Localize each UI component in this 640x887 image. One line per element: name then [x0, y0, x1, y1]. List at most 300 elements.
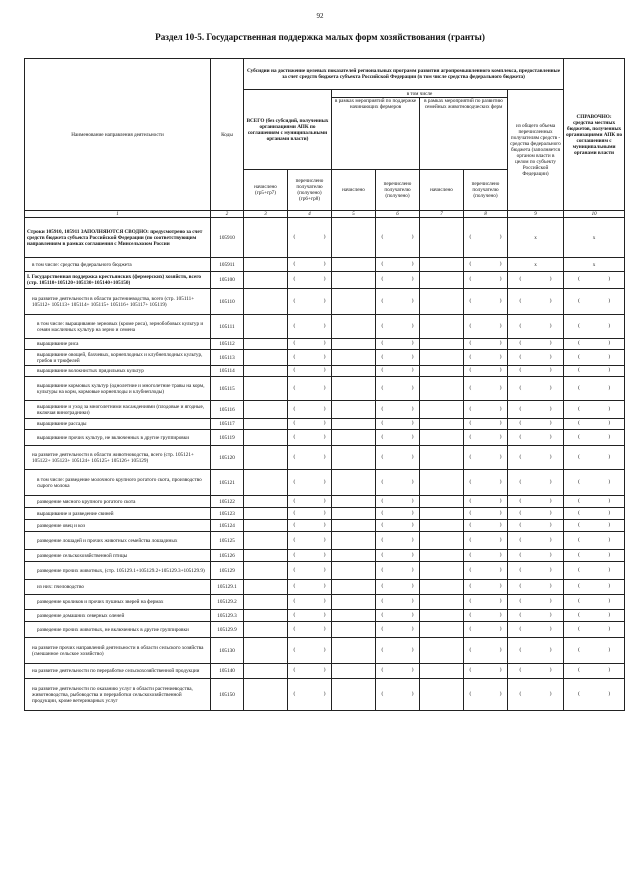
empty-cell[interactable] — [244, 350, 288, 366]
empty-cell[interactable] — [420, 401, 464, 419]
amount-cell[interactable] — [288, 218, 332, 258]
empty-cell[interactable] — [332, 679, 376, 711]
amount-cell[interactable] — [508, 419, 564, 430]
empty-cell[interactable] — [420, 470, 464, 496]
amount-cell[interactable] — [508, 679, 564, 711]
table-row — [25, 508, 625, 520]
amount-cell[interactable] — [376, 272, 420, 289]
col-number: 8 — [464, 211, 508, 218]
empty-cell[interactable] — [332, 350, 376, 366]
open-paren: ( — [469, 646, 472, 653]
table-row — [25, 496, 625, 508]
empty-cell[interactable] — [332, 532, 376, 550]
open-paren: ( — [293, 367, 296, 373]
open-paren: ( — [469, 667, 472, 673]
empty-cell[interactable] — [332, 272, 376, 289]
close-paren: ) — [608, 405, 611, 412]
amount-cell[interactable] — [464, 595, 508, 610]
amount-cell[interactable] — [508, 638, 564, 664]
close-paren: ) — [549, 420, 552, 426]
amount-cell[interactable] — [376, 595, 420, 610]
table-row — [25, 258, 625, 272]
open-paren: ( — [469, 420, 472, 426]
row-name: на развитие деятельности в области животноводства, всего (стр. 105121+ 105122+ 105123+ 105124+ 105125+ 105126+ 105129) — [25, 446, 211, 470]
open-paren: ( — [519, 367, 522, 373]
amount-cell[interactable] — [564, 562, 625, 580]
amount-cell[interactable] — [376, 550, 420, 562]
amount-cell[interactable] — [376, 622, 420, 638]
empty-cell[interactable] — [420, 446, 464, 470]
empty-cell[interactable] — [332, 258, 376, 272]
close-paren: ) — [411, 297, 414, 304]
amount-cell[interactable] — [564, 679, 625, 711]
amount-cell[interactable] — [564, 595, 625, 610]
paren-pair — [294, 276, 326, 282]
row-name: разведение лошадей и прочих животных семейства лошадиных — [25, 532, 211, 550]
empty-cell[interactable] — [332, 366, 376, 377]
amount-cell[interactable] — [508, 366, 564, 377]
amount-cell[interactable] — [288, 520, 332, 532]
amount-cell[interactable] — [376, 638, 420, 664]
amount-cell[interactable] — [508, 272, 564, 289]
amount-cell[interactable] — [508, 339, 564, 350]
amount-cell[interactable] — [464, 258, 508, 272]
amount-cell[interactable] — [508, 532, 564, 550]
paren-pair — [520, 612, 552, 618]
empty-cell[interactable] — [244, 366, 288, 377]
empty-cell[interactable] — [244, 377, 288, 401]
amount-cell[interactable] — [564, 664, 625, 679]
paren-pair — [382, 298, 414, 304]
amount-cell[interactable] — [288, 430, 332, 446]
close-paren: ) — [608, 384, 611, 391]
amount-cell[interactable] — [508, 430, 564, 446]
open-paren: ( — [381, 611, 384, 618]
amount-cell[interactable] — [508, 622, 564, 638]
close-paren: ) — [608, 566, 611, 573]
close-paren: ) — [608, 625, 611, 632]
empty-cell[interactable] — [244, 622, 288, 638]
amount-cell[interactable] — [376, 218, 420, 258]
close-paren: ) — [411, 260, 414, 267]
amount-cell[interactable] — [564, 350, 625, 366]
empty-cell[interactable] — [420, 595, 464, 610]
amount-cell[interactable] — [508, 470, 564, 496]
amount-cell[interactable] — [464, 610, 508, 622]
amount-cell[interactable] — [564, 610, 625, 622]
empty-cell[interactable] — [332, 339, 376, 350]
empty-cell[interactable] — [420, 339, 464, 350]
close-paren: ) — [411, 384, 414, 391]
amount-cell[interactable] — [376, 377, 420, 401]
close-paren: ) — [499, 420, 502, 426]
amount-cell[interactable] — [376, 430, 420, 446]
paren-pair — [294, 537, 326, 543]
empty-cell[interactable] — [244, 289, 288, 315]
paren-pair — [520, 385, 552, 391]
empty-cell[interactable] — [420, 580, 464, 595]
paren-pair — [520, 522, 552, 528]
amount-cell[interactable] — [288, 272, 332, 289]
amount-cell[interactable] — [288, 470, 332, 496]
empty-cell[interactable] — [420, 679, 464, 711]
open-paren: ( — [469, 276, 472, 282]
open-paren: ( — [578, 322, 580, 329]
amount-cell[interactable] — [288, 550, 332, 562]
amount-cell[interactable] — [376, 532, 420, 550]
empty-cell[interactable] — [420, 315, 464, 339]
amount-cell[interactable] — [376, 580, 420, 595]
amount-cell[interactable] — [564, 339, 625, 350]
empty-cell[interactable] — [332, 401, 376, 419]
empty-cell[interactable] — [244, 496, 288, 508]
amount-cell[interactable] — [288, 664, 332, 679]
close-paren: ) — [549, 521, 552, 528]
amount-cell[interactable] — [376, 508, 420, 520]
amount-cell[interactable] — [564, 580, 625, 595]
empty-cell[interactable] — [332, 550, 376, 562]
empty-cell[interactable] — [332, 664, 376, 679]
amount-cell[interactable] — [288, 419, 332, 430]
amount-cell[interactable] — [464, 272, 508, 289]
empty-cell[interactable] — [420, 562, 464, 580]
amount-cell[interactable] — [288, 377, 332, 401]
amount-cell[interactable] — [376, 350, 420, 366]
close-paren: ) — [323, 625, 326, 632]
paren-pair — [382, 479, 414, 485]
amount-cell[interactable] — [376, 366, 420, 377]
amount-cell[interactable] — [564, 377, 625, 401]
amount-cell[interactable] — [464, 664, 508, 679]
open-paren: ( — [519, 322, 522, 329]
amount-cell[interactable] — [564, 366, 625, 377]
open-paren: ( — [578, 667, 580, 673]
paren-pair — [294, 626, 326, 632]
amount-cell[interactable] — [376, 419, 420, 430]
close-paren: ) — [411, 405, 414, 412]
paren-pair — [520, 406, 552, 412]
table-row — [25, 470, 625, 496]
row-name: в том числе: разведение молочного крупного рогатого скота, производство сырого молока — [25, 470, 211, 496]
empty-cell[interactable] — [420, 218, 464, 258]
empty-cell[interactable] — [420, 272, 464, 289]
amount-cell[interactable] — [464, 419, 508, 430]
amount-cell[interactable] — [376, 679, 420, 711]
close-paren: ) — [549, 509, 552, 516]
empty-cell[interactable] — [420, 350, 464, 366]
amount-cell[interactable] — [376, 610, 420, 622]
paren-pair — [382, 385, 414, 391]
paren-pair — [294, 583, 326, 589]
paren-pair — [470, 626, 502, 632]
empty-cell[interactable] — [420, 258, 464, 272]
empty-cell[interactable] — [332, 430, 376, 446]
empty-cell[interactable] — [244, 664, 288, 679]
header-transferred-total: перечислено получателю (получено) (гр6+гр8) — [288, 170, 332, 211]
empty-cell[interactable] — [332, 496, 376, 508]
amount-cell[interactable] — [508, 550, 564, 562]
open-paren: ( — [578, 625, 580, 632]
empty-cell[interactable] — [244, 315, 288, 339]
row-code: 105122 — [211, 496, 244, 508]
amount-cell[interactable] — [508, 496, 564, 508]
amount-cell[interactable] — [464, 289, 508, 315]
amount-cell[interactable] — [564, 272, 625, 289]
open-paren: ( — [519, 433, 522, 440]
paren-pair — [470, 406, 502, 412]
amount-cell[interactable] — [288, 508, 332, 520]
amount-cell[interactable] — [464, 580, 508, 595]
amount-cell[interactable] — [464, 366, 508, 377]
amount-cell[interactable] — [464, 508, 508, 520]
amount-cell[interactable] — [288, 315, 332, 339]
paren-pair — [578, 510, 610, 516]
paren-pair — [520, 276, 552, 282]
empty-cell[interactable] — [332, 470, 376, 496]
paren-pair — [578, 626, 610, 632]
amount-cell[interactable] — [464, 550, 508, 562]
amount-cell[interactable] — [464, 430, 508, 446]
close-paren: ) — [323, 551, 326, 558]
open-paren: ( — [578, 536, 580, 543]
amount-cell[interactable] — [564, 508, 625, 520]
empty-cell[interactable] — [420, 550, 464, 562]
amount-cell[interactable] — [288, 622, 332, 638]
open-paren: ( — [469, 405, 472, 412]
paren-pair — [578, 276, 610, 282]
open-paren: ( — [519, 478, 522, 485]
empty-cell[interactable] — [244, 595, 288, 610]
empty-cell[interactable] — [420, 289, 464, 315]
amount-cell[interactable] — [376, 470, 420, 496]
amount-cell[interactable] — [288, 532, 332, 550]
row-name: выращивание прочих культур, не включенных в другие группировки — [25, 430, 211, 446]
row-code: 105110 — [211, 289, 244, 315]
empty-cell[interactable] — [420, 520, 464, 532]
close-paren: ) — [499, 667, 502, 673]
amount-cell[interactable] — [464, 377, 508, 401]
paren-pair — [578, 567, 610, 573]
amount-cell[interactable] — [464, 339, 508, 350]
empty-cell[interactable] — [332, 446, 376, 470]
close-paren: ) — [549, 583, 552, 589]
amount-cell[interactable] — [464, 638, 508, 664]
amount-cell[interactable] — [288, 580, 332, 595]
open-paren: ( — [381, 260, 384, 267]
amount-cell[interactable] — [564, 430, 625, 446]
amount-cell[interactable] — [564, 622, 625, 638]
amount-cell[interactable] — [288, 289, 332, 315]
amount-cell[interactable] — [564, 446, 625, 470]
empty-cell[interactable] — [244, 520, 288, 532]
amount-cell[interactable] — [564, 532, 625, 550]
empty-cell[interactable] — [420, 496, 464, 508]
close-paren: ) — [411, 233, 414, 240]
open-paren: ( — [578, 276, 580, 282]
open-paren: ( — [469, 384, 472, 391]
empty-cell[interactable] — [244, 550, 288, 562]
page-number: 92 — [316, 12, 324, 20]
amount-cell[interactable] — [376, 446, 420, 470]
amount-cell[interactable] — [288, 679, 332, 711]
amount-cell[interactable] — [508, 315, 564, 339]
amount-cell[interactable] — [376, 562, 420, 580]
empty-cell[interactable] — [420, 622, 464, 638]
table-row — [25, 446, 625, 470]
amount-cell[interactable] — [288, 562, 332, 580]
header-including: в том числе — [332, 90, 508, 98]
empty-cell[interactable] — [244, 218, 288, 258]
amount-cell[interactable] — [508, 446, 564, 470]
empty-cell[interactable] — [420, 419, 464, 430]
amount-cell[interactable] — [288, 350, 332, 366]
amount-cell[interactable] — [564, 520, 625, 532]
table-row — [25, 339, 625, 350]
empty-cell[interactable] — [332, 520, 376, 532]
empty-cell[interactable] — [244, 580, 288, 595]
paren-pair — [294, 510, 326, 516]
amount-cell[interactable] — [464, 401, 508, 419]
amount-cell[interactable] — [376, 289, 420, 315]
empty-cell[interactable] — [244, 258, 288, 272]
amount-cell[interactable] — [508, 377, 564, 401]
empty-cell[interactable] — [420, 366, 464, 377]
empty-cell[interactable] — [420, 610, 464, 622]
amount-cell[interactable] — [288, 610, 332, 622]
amount-cell[interactable] — [288, 638, 332, 664]
amount-cell[interactable] — [288, 496, 332, 508]
empty-cell[interactable] — [420, 638, 464, 664]
empty-cell[interactable] — [420, 532, 464, 550]
amount-cell[interactable] — [376, 664, 420, 679]
close-paren: ) — [608, 420, 611, 426]
amount-cell[interactable] — [508, 401, 564, 419]
close-paren: ) — [411, 646, 414, 653]
x-mark-cell: x — [508, 218, 564, 258]
amount-cell[interactable] — [508, 289, 564, 315]
amount-cell[interactable] — [288, 366, 332, 377]
empty-cell[interactable] — [244, 272, 288, 289]
amount-cell[interactable] — [464, 470, 508, 496]
empty-cell[interactable] — [332, 562, 376, 580]
close-paren: ) — [323, 646, 326, 653]
amount-cell[interactable] — [288, 339, 332, 350]
amount-cell[interactable] — [376, 401, 420, 419]
empty-cell[interactable] — [244, 339, 288, 350]
open-paren: ( — [578, 405, 580, 412]
close-paren: ) — [411, 453, 414, 460]
empty-cell[interactable] — [332, 218, 376, 258]
amount-cell[interactable] — [564, 550, 625, 562]
amount-cell[interactable] — [288, 401, 332, 419]
amount-cell[interactable] — [288, 446, 332, 470]
open-paren: ( — [293, 690, 296, 697]
empty-cell[interactable] — [332, 377, 376, 401]
empty-cell[interactable] — [332, 610, 376, 622]
empty-cell[interactable] — [244, 401, 288, 419]
amount-cell[interactable] — [564, 289, 625, 315]
amount-cell[interactable] — [464, 562, 508, 580]
amount-cell[interactable] — [508, 664, 564, 679]
empty-cell[interactable] — [244, 532, 288, 550]
amount-cell[interactable] — [464, 496, 508, 508]
amount-cell[interactable] — [464, 446, 508, 470]
empty-cell[interactable] — [420, 377, 464, 401]
open-paren: ( — [293, 233, 296, 240]
empty-cell[interactable] — [244, 446, 288, 470]
row-name: в том числе: выращивание зерновых (кроме риса), зернобобовых культур и семян масличных культур на зерно и семена — [25, 315, 211, 339]
amount-cell[interactable] — [564, 496, 625, 508]
amount-cell[interactable] — [464, 622, 508, 638]
empty-cell[interactable] — [332, 595, 376, 610]
paren-pair — [470, 567, 502, 573]
amount-cell[interactable] — [464, 532, 508, 550]
empty-cell[interactable] — [420, 430, 464, 446]
empty-cell[interactable] — [244, 430, 288, 446]
empty-cell[interactable] — [244, 638, 288, 664]
amount-cell[interactable] — [288, 258, 332, 272]
amount-cell[interactable] — [564, 419, 625, 430]
amount-cell[interactable] — [508, 610, 564, 622]
amount-cell[interactable] — [564, 470, 625, 496]
amount-cell[interactable] — [464, 520, 508, 532]
empty-cell[interactable] — [244, 562, 288, 580]
amount-cell[interactable] — [508, 562, 564, 580]
empty-cell[interactable] — [244, 470, 288, 496]
amount-cell[interactable] — [508, 520, 564, 532]
row-code: 105150 — [211, 679, 244, 711]
amount-cell[interactable] — [464, 679, 508, 711]
empty-cell[interactable] — [332, 622, 376, 638]
empty-cell[interactable] — [332, 315, 376, 339]
paren-pair — [294, 647, 326, 653]
amount-cell[interactable] — [288, 595, 332, 610]
col-number: 2 — [211, 211, 244, 218]
empty-cell[interactable] — [244, 419, 288, 430]
row-name: разведение сельскохозяйственной птицы — [25, 550, 211, 562]
amount-cell[interactable] — [508, 595, 564, 610]
amount-cell[interactable] — [376, 315, 420, 339]
amount-cell[interactable] — [376, 496, 420, 508]
amount-cell[interactable] — [376, 339, 420, 350]
empty-cell[interactable] — [332, 419, 376, 430]
amount-cell[interactable] — [508, 508, 564, 520]
empty-cell[interactable] — [332, 289, 376, 315]
amount-cell[interactable] — [508, 350, 564, 366]
amount-cell[interactable] — [376, 258, 420, 272]
empty-cell[interactable] — [332, 580, 376, 595]
amount-cell[interactable] — [564, 401, 625, 419]
close-paren: ) — [499, 260, 502, 267]
amount-cell[interactable] — [508, 580, 564, 595]
amount-cell[interactable] — [564, 315, 625, 339]
amount-cell[interactable] — [464, 350, 508, 366]
empty-cell[interactable] — [244, 508, 288, 520]
paren-pair — [520, 434, 552, 440]
open-paren: ( — [381, 353, 384, 360]
empty-cell[interactable] — [420, 664, 464, 679]
empty-cell[interactable] — [244, 679, 288, 711]
amount-cell[interactable] — [464, 218, 508, 258]
amount-cell[interactable] — [564, 638, 625, 664]
empty-cell[interactable] — [332, 638, 376, 664]
empty-cell[interactable] — [332, 508, 376, 520]
empty-cell[interactable] — [244, 610, 288, 622]
open-paren: ( — [293, 353, 296, 360]
empty-cell[interactable] — [420, 508, 464, 520]
amount-cell[interactable] — [464, 315, 508, 339]
amount-cell[interactable] — [376, 520, 420, 532]
